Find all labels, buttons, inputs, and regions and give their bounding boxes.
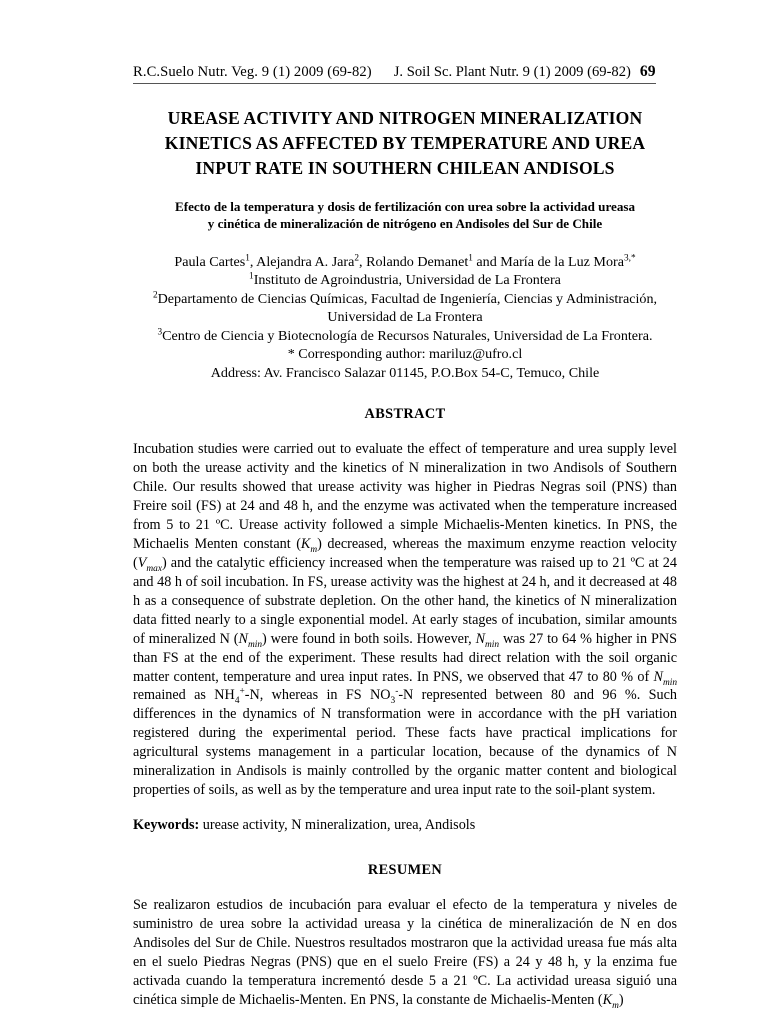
affiliation-marker-1: 1	[249, 271, 254, 282]
affiliation-text-1: Instituto de Agroindustria, Universidad de La Frontera	[253, 272, 561, 289]
keywords-line	[133, 816, 677, 835]
abstract-segment-7: -N, whereas in FS NO	[244, 687, 391, 704]
symbol-vmax: V	[137, 554, 147, 571]
symbol-nmin-subscript-2: min	[485, 639, 500, 650]
affiliation-marker-3: 3	[157, 327, 163, 338]
author-name-2: , Alejandra A. Jara	[249, 253, 355, 270]
header-rule	[133, 83, 656, 84]
affiliation-1	[133, 271, 677, 289]
author-block	[133, 253, 677, 382]
ammonium-charge: +	[239, 686, 245, 697]
resumen-segment-2: )	[618, 991, 624, 1008]
page-number: 69	[639, 63, 656, 80]
abstract-segment-1: Incubation studies were carried out to evaluate the effect of temperature and urea supply level on both the urease activity and the kinetics of N mineralization in two Andisols of Southern Chile. Our results showed that urease activity was higher in Piedras Negras soil (PNS) than Freire soil (FS) at 24 and 48 h, and the enzyme was activated when the temperature increased from 5 to 21 ºC. Urease activity followed a simple Michaelis-Menten kinetics. In PNS, the Michaelis Menten constant (	[133, 441, 677, 552]
resumen-heading: RESUMEN	[367, 862, 443, 879]
subtitle-line-2: y cinética de mineralización de nitrógeno en Andisoles del Sur de Chile	[207, 216, 603, 232]
subtitle-line-1: Efecto de la temperatura y dosis de fertilización con urea sobre la actividad ureasa	[174, 198, 636, 214]
symbol-nmin-3: N	[653, 668, 663, 685]
author-affil-marker-2: 2	[354, 253, 360, 264]
abstract-segment-2: ) decreased, whereas the maximum enzyme reaction velocity (	[133, 535, 677, 571]
postal-address: Address: Av. Francisco Salazar 01145, P.O.Box 54-C, Temuco, Chile	[210, 364, 600, 381]
title-line-3: INPUT RATE IN SOUTHERN CHILEAN ANDISOLS	[195, 157, 615, 178]
author-byline	[133, 253, 677, 271]
journal-citation-english: J. Soil Sc. Plant Nutr. 9 (1) 2009 (69-82)	[393, 64, 631, 80]
symbol-vmax-subscript: max	[146, 563, 162, 574]
title-line-1: UREASE ACTIVITY AND NITROGEN MINERALIZATION	[167, 107, 643, 128]
keywords-value: urease activity, N mineralization, urea, Andisols	[199, 817, 476, 834]
abstract-segment-8: -N represented between 80 and 96 %. Such differences in the dynamics of N transformation were in accordance with the pH variation registered during the experimental period. These facts have practical implications for agricultural systems management in a particular location, because of the dynamics of N mineralization in Andisols is mainly controlled by the organic matter content and biological properties of soils, as well as by the temperature and urea input rate to the soil-plant system.	[133, 687, 678, 799]
affiliation-text-2: Departamento de Ciencias Químicas, Facultad de Ingeniería, Ciencias y Administración,	[157, 290, 658, 307]
nitrate-charge: -	[395, 686, 399, 697]
author-name-1: Paula Cartes	[174, 253, 246, 270]
title-line-2: KINETICS AS AFFECTED BY TEMPERATURE AND UREA	[164, 132, 646, 153]
symbol-km-subscript: m	[310, 544, 318, 555]
affiliation-marker-2: 2	[152, 290, 158, 301]
resumen-body	[133, 896, 677, 1010]
abstract-segment-3: ) and the catalytic efficiency increased when the temperature was raised up to 21 ºC at 24 and 48 h of soil incubation. In FS, urease activity was the highest at 24 h, and it decreased at 48 h as a consequence of substrate depletion. On the other hand, the kinetics of N mineralization data fitted nearly to a single exponential model. At early stages of incubation, similar amounts of mineralized N (	[133, 554, 677, 647]
keywords-label: Keywords:	[133, 817, 200, 834]
abstract-body	[133, 440, 677, 800]
author-name-3: , Rolando Demanet	[359, 253, 469, 270]
symbol-nmin-subscript-1: min	[247, 639, 262, 650]
author-affil-marker-4: 3,*	[623, 253, 636, 264]
abstract-segment-5: was 27 to 64 % higher in PNS than FS at the end of the experiment. These results had direct relation with the soil organic matter content, temperature and urea input rates. In PNS, we observed that 47 to 80 % of	[133, 630, 677, 685]
symbol-nmin-2: N	[475, 630, 486, 647]
affiliation-text-3: Centro de Ciencia y Biotecnología de Recursos Naturales, Universidad de La Frontera.	[162, 327, 653, 344]
abstract-segment-4: ) were found in both soils. However,	[262, 630, 476, 647]
affiliation-3	[133, 327, 677, 345]
affiliation-2-continued: Universidad de La Frontera	[327, 309, 483, 326]
symbol-km-resumen: K	[602, 991, 613, 1008]
page-content	[133, 0, 677, 1010]
affiliation-2	[133, 290, 677, 308]
corresponding-author-email: * Corresponding author: mariluz@ufro.cl	[287, 346, 523, 363]
page-title	[133, 106, 677, 181]
abstract-segment-6: remained as NH	[133, 687, 235, 704]
subtitle-spanish	[133, 198, 677, 233]
author-affil-marker-3: 1	[468, 253, 473, 264]
nitrate-subscript: 3	[390, 696, 396, 707]
abstract-heading: ABSTRACT	[364, 406, 446, 423]
resumen-segment-1: Se realizaron estudios de incubación para evaluar el efecto de la temperatura y niveles de suministro de urea sobre la actividad ureasa y la cinética de mineralización de N en dos Andisoles del Sur de Chile. Nuestros resultados mostraron que la actividad ureasa fue más alta en el suelo Piedras Negras (PNS) que en el suelo Freire (FS) a 24 y 48 h, y la enzima fue activada cuando la temperatura incrementó desde 5 a 21 ºC. La actividad ureasa siguió una cinética simple de Michaelis-Menten. En PNS, la constante de Michaelis-Menten (	[133, 897, 677, 1008]
author-name-4: and María de la Luz Mora	[472, 253, 624, 270]
journal-citation-spanish: R.C.Suelo Nutr. Veg. 9 (1) 2009 (69-82)	[133, 64, 372, 80]
author-affil-marker-1: 1	[245, 253, 250, 264]
running-header	[133, 63, 677, 81]
symbol-nmin-subscript-3: min	[662, 677, 677, 688]
symbol-km-resumen-subscript: m	[612, 1000, 619, 1011]
symbol-nmin-1: N	[238, 630, 248, 647]
symbol-km: K	[300, 535, 311, 552]
ammonium-subscript: 4	[234, 696, 240, 707]
